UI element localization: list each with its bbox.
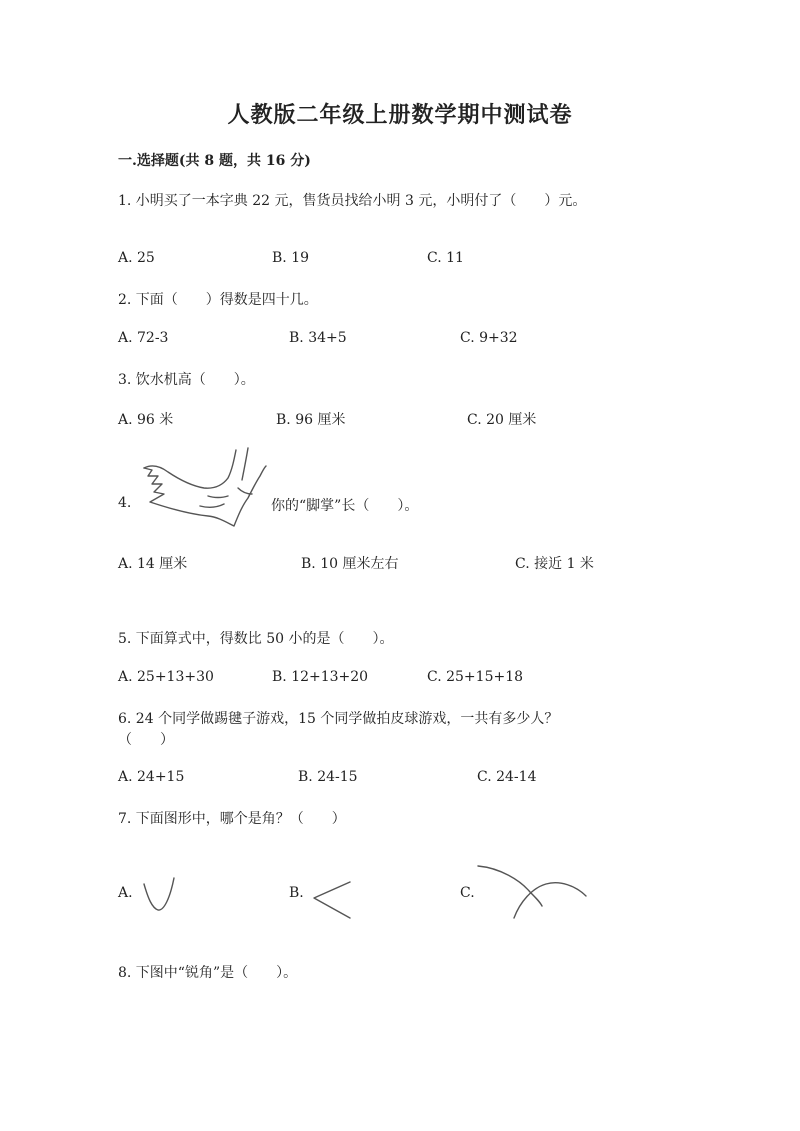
q6-option-a[interactable]: A. 24+15: [118, 769, 185, 785]
q2-option-c[interactable]: C. 9+32: [460, 330, 518, 346]
q1-option-b[interactable]: B. 19: [272, 250, 310, 266]
crossing-curves-icon: [476, 862, 596, 922]
foot-drawing-icon: [138, 446, 268, 536]
question-8: 8. 下图中“锐角”是（ ）。: [118, 965, 298, 981]
question-4-number: 4.: [118, 495, 132, 511]
q7-option-b[interactable]: B.: [289, 885, 304, 901]
q1-option-a[interactable]: A. 25: [118, 250, 155, 266]
q3-option-c[interactable]: C. 20 厘米: [467, 412, 537, 428]
question-1: 1. 小明买了一本字典 22 元，售货员找给小明 3 元，小明付了（ ）元。: [118, 193, 587, 209]
q6-option-c[interactable]: C. 24-14: [477, 769, 537, 785]
q4-option-c[interactable]: C. 接近 1 米: [515, 556, 594, 572]
q3-option-b[interactable]: B. 96 厘米: [276, 412, 346, 428]
q3-option-a[interactable]: A. 96 米: [118, 412, 174, 428]
q2-option-a[interactable]: A. 72-3: [118, 330, 169, 346]
page-title: 人教版二年级上册数学期中测试卷: [227, 102, 573, 128]
q5-option-c[interactable]: C. 25+15+18: [427, 669, 524, 685]
section-heading: 一.选择题(共 8 题，共 16 分): [118, 153, 311, 169]
q5-option-b[interactable]: B. 12+13+20: [272, 669, 369, 685]
q7-option-a[interactable]: A.: [118, 885, 133, 901]
q4-option-b[interactable]: B. 10 厘米左右: [301, 556, 399, 572]
q2-option-b[interactable]: B. 34+5: [289, 330, 347, 346]
angle-shape-icon: [310, 880, 354, 920]
question-3: 3. 饮水机高（ ）。: [118, 372, 255, 388]
curve-shape-icon: [140, 876, 180, 916]
q5-option-a[interactable]: A. 25+13+30: [118, 669, 214, 685]
question-7: 7. 下面图形中，哪个是角？（ ）: [118, 811, 346, 827]
q1-option-c[interactable]: C. 11: [427, 250, 464, 266]
q7-option-c[interactable]: C.: [460, 885, 475, 901]
question-6-blank: （ ）: [118, 732, 174, 748]
question-4: 你的“脚掌”长（ ）。: [271, 498, 419, 514]
q6-option-b[interactable]: B. 24-15: [298, 769, 358, 785]
question-6: 6. 24 个同学做踢毽子游戏，15 个同学做拍皮球游戏，一共有多少人？: [118, 711, 559, 727]
question-5: 5. 下面算式中，得数比 50 小的是（ ）。: [118, 631, 394, 647]
q4-option-a[interactable]: A. 14 厘米: [118, 556, 188, 572]
question-2: 2. 下面（ ）得数是四十几。: [118, 292, 318, 308]
